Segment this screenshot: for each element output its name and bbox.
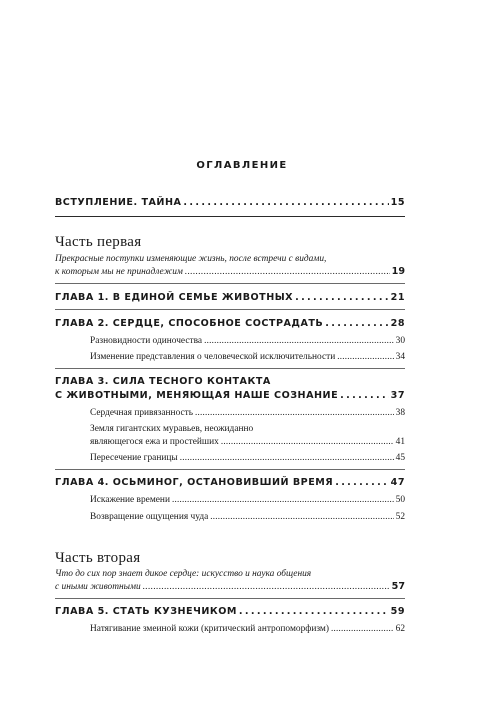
entry-title: ГЛАВА 1. В ЕДИНОЙ СЕМЬЕ ЖИВОТНЫХ bbox=[55, 292, 294, 303]
toc-entry-intro[interactable] bbox=[55, 197, 405, 208]
subentry-title: Пересечение границы bbox=[90, 453, 178, 463]
dot-leader bbox=[172, 494, 394, 504]
entry-page: 59 bbox=[390, 606, 405, 617]
toc-subentry[interactable] bbox=[90, 494, 405, 505]
dot-leader bbox=[325, 318, 388, 329]
toc-entry-ch2[interactable] bbox=[55, 318, 405, 329]
toc-subentry[interactable] bbox=[90, 511, 405, 522]
part2-title: Часть вторая bbox=[55, 550, 141, 566]
entry-page: 15 bbox=[390, 197, 405, 208]
part1-title: Часть первая bbox=[55, 234, 142, 250]
divider bbox=[55, 368, 405, 369]
entry-title: ВСТУПЛЕНИЕ. ТАЙНА bbox=[55, 197, 182, 208]
dot-leader bbox=[195, 407, 394, 417]
entry-page: 57 bbox=[391, 581, 405, 592]
toc-subentry[interactable] bbox=[90, 351, 405, 362]
divider bbox=[55, 283, 405, 284]
toc-entry-ch1[interactable] bbox=[55, 292, 405, 303]
entry-page: 47 bbox=[390, 477, 405, 488]
toc-entry-part2[interactable] bbox=[55, 581, 405, 592]
toc-subentry[interactable] bbox=[90, 335, 405, 346]
divider bbox=[55, 216, 405, 217]
dot-leader bbox=[221, 436, 394, 446]
part2-desc-line1: Что до сих пор знает дикое сердце: искусство и наука общения bbox=[55, 569, 312, 579]
toc-subentry[interactable] bbox=[90, 436, 405, 447]
divider bbox=[55, 309, 405, 310]
subentry-title: Изменение представления о человеческой исключительности bbox=[90, 352, 336, 362]
subentry-title: являющегося ежа и простейших bbox=[90, 437, 219, 447]
dot-leader bbox=[183, 197, 388, 208]
subentry-title: Сердечная привязанность bbox=[90, 408, 194, 418]
dot-leader bbox=[185, 267, 390, 277]
dot-leader bbox=[340, 390, 389, 401]
entry-title: С ЖИВОТНЫМИ, МЕНЯЮЩАЯ НАШЕ СОЗНАНИЕ bbox=[55, 390, 339, 401]
entry-title: ГЛАВА 5. СТАТЬ КУЗНЕЧИКОМ bbox=[55, 606, 237, 617]
subentry-page: 45 bbox=[395, 453, 405, 463]
subentry-title: Разновидности одиночества bbox=[90, 336, 203, 346]
toc-subentry[interactable] bbox=[90, 407, 405, 418]
toc-entry-ch5[interactable] bbox=[55, 606, 405, 617]
subentry-page: 52 bbox=[395, 512, 405, 522]
entry-page: 19 bbox=[391, 266, 405, 277]
dot-leader bbox=[180, 452, 394, 462]
subentry-page: 50 bbox=[395, 495, 405, 505]
dot-leader bbox=[143, 582, 390, 592]
toc-entry-part1[interactable] bbox=[55, 266, 405, 277]
part1-desc-line1: Прекрасные поступки изменяющие жизнь, после встречи с видами, bbox=[55, 254, 327, 264]
dot-leader bbox=[331, 623, 394, 633]
entry-title: ГЛАВА 2. СЕРДЦЕ, СПОСОБНОЕ СОСТРАДАТЬ bbox=[55, 318, 324, 329]
subentry-page: 41 bbox=[395, 437, 405, 447]
subentry-page: 62 bbox=[395, 624, 405, 634]
subentry-title: Искажение времени bbox=[90, 495, 170, 505]
dot-leader bbox=[337, 351, 393, 361]
entry-page: 28 bbox=[390, 318, 405, 329]
dot-leader bbox=[335, 477, 388, 488]
subentry-page: 34 bbox=[395, 352, 405, 362]
dot-leader bbox=[239, 606, 389, 617]
toc-entry-ch3[interactable] bbox=[55, 390, 405, 401]
entry-page: 37 bbox=[390, 390, 405, 401]
entry-page: 21 bbox=[390, 292, 405, 303]
subentry-title: Натягивание змеиной кожи (критический антропоморфизм) bbox=[90, 624, 329, 634]
part2-desc-line2: с иными животными bbox=[55, 582, 141, 592]
subentry-title: Возвращение ощущения чуда bbox=[90, 512, 209, 522]
dot-leader bbox=[204, 335, 394, 345]
dot-leader bbox=[210, 511, 393, 521]
entry-title: ГЛАВА 4. ОСЬМИНОГ, ОСТАНОВИВШИЙ ВРЕМЯ bbox=[55, 477, 334, 488]
toc-subentry[interactable] bbox=[90, 623, 405, 634]
toc-subentry[interactable] bbox=[90, 452, 405, 463]
dot-leader bbox=[295, 292, 389, 303]
ch3-title-line1[interactable]: ГЛАВА 3. СИЛА ТЕСНОГО КОНТАКТА bbox=[55, 376, 271, 387]
toc-entry-ch4[interactable] bbox=[55, 477, 405, 488]
divider bbox=[55, 469, 405, 470]
subentry-page: 38 bbox=[395, 408, 405, 418]
divider bbox=[55, 598, 405, 599]
part1-desc-line2: к которым мы не принадлежим bbox=[55, 267, 183, 277]
subentry-title-line1[interactable]: Земля гигантских муравьев, неожиданно bbox=[90, 424, 254, 434]
subentry-page: 30 bbox=[395, 336, 405, 346]
toc-heading: ОГЛАВЛЕНИЕ bbox=[196, 160, 288, 171]
